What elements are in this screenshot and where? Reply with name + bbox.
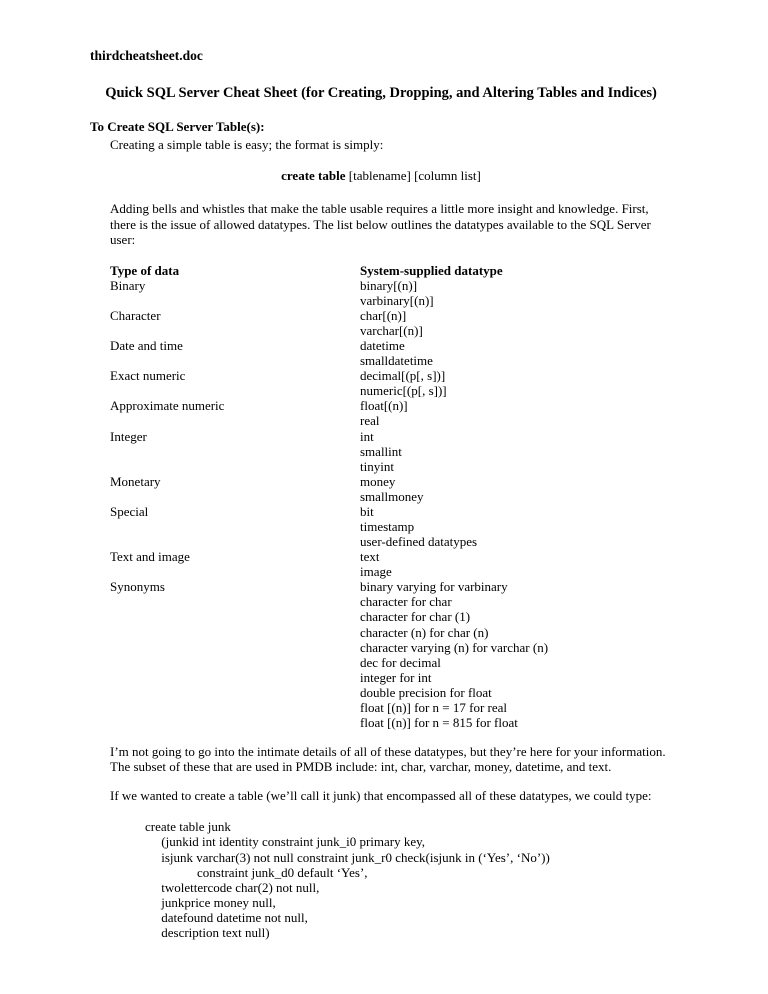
datatype-values-cell: [360, 504, 672, 549]
paragraph-junk-intro: If we wanted to create a table (we’ll call it junk) that encompassed all of these datatypes, we could type:: [110, 788, 652, 804]
datatype-row: [110, 278, 672, 308]
datatype-value: datetime: [360, 338, 405, 354]
document-title: Quick SQL Server Cheat Sheet (for Creating, Dropping, and Altering Tables and Indices): [105, 84, 657, 101]
datatype-value: char[(n)]: [360, 307, 407, 323]
datatype-value: varbinary[(n)]: [360, 292, 434, 308]
code-line: constraint junk_d0 default ‘Yes’,: [145, 864, 368, 880]
datatype-value: text: [360, 549, 380, 565]
format-keyword: create table: [281, 168, 346, 184]
datatype-value: user-defined datatypes: [360, 534, 478, 550]
code-line: description text null): [145, 924, 270, 940]
code-line: isjunk varchar(3) not null constraint junk_r0 check(isjunk in (‘Yes’, ‘No’)): [145, 849, 550, 865]
datatype-value: float [(n)] for n = 815 for float: [360, 715, 518, 731]
datatype-value: binary[(n)]: [360, 277, 418, 293]
datatype-value: character varying (n) for varchar (n): [360, 639, 549, 655]
datatype-value: money: [360, 473, 396, 489]
datatype-value: timestamp: [360, 519, 415, 535]
datatype-type-cell: Exact numeric: [110, 368, 186, 384]
datatype-values-cell: [360, 398, 672, 428]
datatype-value: smallmoney: [360, 488, 424, 504]
datatype-value: character (n) for char (n): [360, 624, 489, 640]
datatype-row: [110, 549, 672, 579]
datatype-type-cell: Text and image: [110, 549, 190, 565]
datatype-row: [110, 579, 672, 730]
datatype-value: bit: [360, 503, 374, 519]
datatype-value: float [(n)] for n = 17 for real: [360, 699, 508, 715]
datatype-value: smallint: [360, 443, 402, 459]
document-filename: thirdcheatsheet.doc: [90, 48, 203, 63]
datatype-values-cell: [360, 368, 672, 398]
datatype-table-header: [110, 263, 672, 278]
datatype-table: [110, 263, 672, 730]
datatype-values-cell: [360, 429, 672, 474]
datatype-value: double precision for float: [360, 684, 492, 700]
datatype-type-cell: Integer: [110, 428, 147, 444]
datatype-value: real: [360, 413, 380, 429]
datatype-row: [110, 429, 672, 474]
datatype-value: character for char: [360, 594, 452, 610]
datatype-value: varchar[(n)]: [360, 323, 423, 338]
create-table-code-block: [145, 819, 672, 940]
datatype-row: [110, 398, 672, 428]
code-line: create table junk: [145, 819, 231, 835]
datatype-type-cell: Synonyms: [110, 579, 165, 595]
datatype-row: [110, 338, 672, 368]
datatype-row: [110, 504, 672, 549]
datatype-values-cell: [360, 278, 672, 308]
datatype-type-cell: Date and time: [110, 338, 183, 354]
datatype-value: integer for int: [360, 669, 432, 685]
datatype-value: image: [360, 564, 392, 580]
datatype-row: [110, 368, 672, 398]
datatype-table-header-type: Type of data: [110, 262, 180, 278]
datatype-value: dec for decimal: [360, 654, 441, 670]
datatype-row: [110, 474, 672, 504]
datatype-value: smalldatetime: [360, 353, 433, 369]
section-heading-create-table: To Create SQL Server Table(s):: [90, 119, 265, 135]
datatype-value: tinyint: [360, 458, 394, 474]
paragraph-intro: Creating a simple table is easy; the format is simply:: [110, 137, 384, 153]
paragraph-details: I’m not going to go into the intimate details of all of these datatypes, but they’re here for your information. The subset of these that are used in PMDB include: int, char, varchar, money, datetime, and text.: [110, 744, 666, 775]
datatype-value: character for char (1): [360, 609, 471, 625]
datatype-value: float[(n)]: [360, 398, 408, 414]
datatype-values-cell: [360, 549, 672, 579]
datatype-row: [110, 308, 672, 338]
code-line: datefound datetime not null,: [145, 909, 308, 925]
datatype-values-cell: [360, 579, 672, 730]
datatype-value: decimal[(p[, s])]: [360, 368, 446, 384]
format-arguments: [tablename] [column list]: [345, 168, 481, 184]
datatype-table-body: [110, 278, 672, 730]
datatype-values-cell: [360, 308, 672, 338]
datatype-table-header-system: System-supplied datatype: [360, 262, 503, 278]
datatype-values-cell: [360, 474, 672, 504]
datatype-type-cell: Character: [110, 307, 161, 323]
datatype-type-cell: Binary: [110, 277, 146, 293]
code-line: junkprice money null,: [145, 894, 276, 910]
datatype-type-cell: Monetary: [110, 473, 161, 489]
create-table-format-line: [90, 168, 672, 183]
datatype-value: int: [360, 428, 374, 444]
datatype-type-cell: Special: [110, 503, 149, 519]
code-line: (junkid int identity constraint junk_i0 primary key,: [145, 834, 426, 850]
datatype-value: numeric[(p[, s])]: [360, 383, 447, 399]
paragraph-datatypes-intro: Adding bells and whistles that make the table usable requires a little more insight and knowledge. First, there is the issue of allowed datatypes. The list below outlines the datatypes available to the SQL Server user:: [110, 201, 651, 247]
datatype-values-cell: [360, 338, 672, 368]
datatype-type-cell: Approximate numeric: [110, 398, 225, 414]
datatype-value: binary varying for varbinary: [360, 579, 508, 595]
code-line: twolettercode char(2) not null,: [145, 879, 320, 895]
